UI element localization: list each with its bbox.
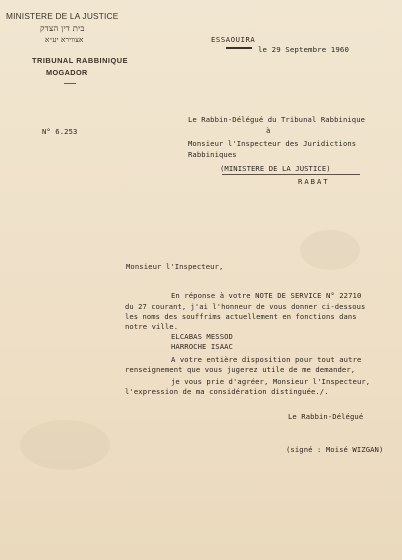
body-line: En réponse à votre NOTE DE SERVICE N° 22710 — [171, 291, 362, 300]
body-line: A votre entière disposition pour tout autre — [171, 355, 362, 364]
body-line: l'expression de ma considération distinguée./. — [125, 387, 329, 396]
letterhead-court-hebrew: בית דין הצדק — [40, 24, 85, 34]
body-line: je vous prie d'agréer, Monsieur l'Inspecteur, — [171, 377, 371, 386]
body-line: du 27 courant, j'ai l'honneur de vous donner ci-dessous — [125, 302, 366, 311]
name-entry: HARROCHE ISAAC — [171, 342, 233, 351]
name-entry: ELCABAS MESSOD — [171, 332, 233, 341]
signature-line: (signé : Moisé WIZGAN) — [286, 445, 384, 454]
letterhead-tribunal: TRIBUNAL RABBINIQUE — [32, 56, 128, 65]
body-line: notre ville. — [125, 322, 179, 331]
struck-out-text — [226, 47, 252, 49]
dateline-city: ESSAOUIRA — [211, 35, 256, 44]
recipient-line-2: Rabbiniques — [188, 150, 237, 159]
salutation: Monsieur l'Inspecteur, — [126, 262, 224, 271]
sender-line: Le Rabbin-Délégué du Tribunal Rabbinique — [188, 115, 366, 124]
body-line: renseignement que vous jugerez utile de me demander, — [125, 365, 356, 374]
recipient-ministry: (MINISTERE DE LA JUSTICE) — [220, 164, 331, 173]
letterhead-city: MOGADOR — [46, 68, 88, 77]
recipient-city: RABAT — [298, 177, 330, 186]
letterhead-divider — [64, 83, 76, 84]
paper-stain — [20, 420, 110, 470]
closing-title: Le Rabbin-Délégué — [288, 412, 364, 421]
body-line: les noms des souffrims actuellement en fonctions dans — [125, 312, 357, 321]
underline — [222, 174, 360, 175]
address-a: à — [266, 126, 271, 135]
letterhead-ministry: MINISTERE DE LA JUSTICE — [6, 11, 119, 21]
dateline-date: le 29 Septembre 1960 — [258, 45, 349, 54]
paper-stain — [300, 230, 360, 270]
recipient-line-1: Monsieur l'Inspecteur des Juridictions — [188, 139, 357, 148]
letterhead-city-hebrew: אצווירא יע״א — [45, 35, 84, 44]
reference-number: N° 6.253 — [42, 127, 78, 136]
